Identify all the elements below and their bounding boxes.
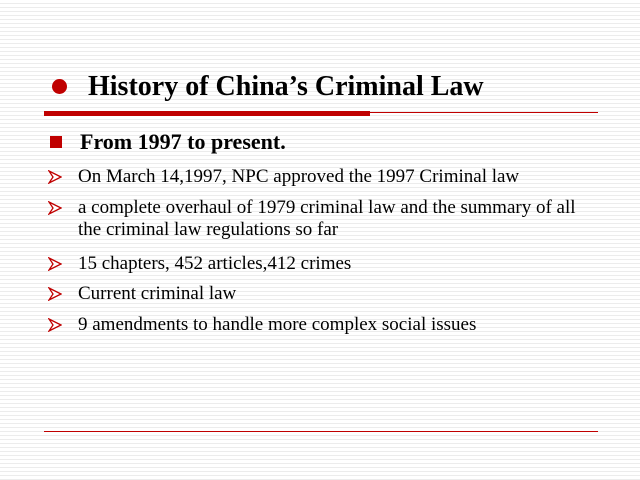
arrowhead-bullet-icon: [48, 287, 62, 301]
title-underline-thin: [370, 112, 598, 113]
arrowhead-bullet-icon: [48, 257, 62, 271]
footer-rule: [44, 431, 598, 432]
bullet-text: Current criminal law: [78, 283, 237, 304]
bullet-text: 15 chapters, 452 articles,412 crimes: [78, 253, 352, 274]
slide-title: History of China’s Criminal Law: [88, 71, 484, 102]
section-bullet-icon: [50, 136, 62, 148]
title-underline-thick: [44, 111, 370, 116]
section-heading: From 1997 to present.: [80, 129, 286, 154]
bullet-text: 9 amendments to handle more complex social issues: [78, 314, 477, 335]
arrowhead-bullet-icon: [48, 201, 62, 215]
arrowhead-bullet-icon: [48, 170, 62, 184]
bullet-text: a complete overhaul of 1979 criminal law and the summary of all the criminal law regulations so far: [78, 197, 576, 240]
bullet-text: On March 14,1997, NPC approved the 1997 Criminal law: [78, 166, 520, 187]
arrowhead-bullet-icon: [48, 318, 62, 332]
title-bullet-icon: [52, 79, 67, 94]
